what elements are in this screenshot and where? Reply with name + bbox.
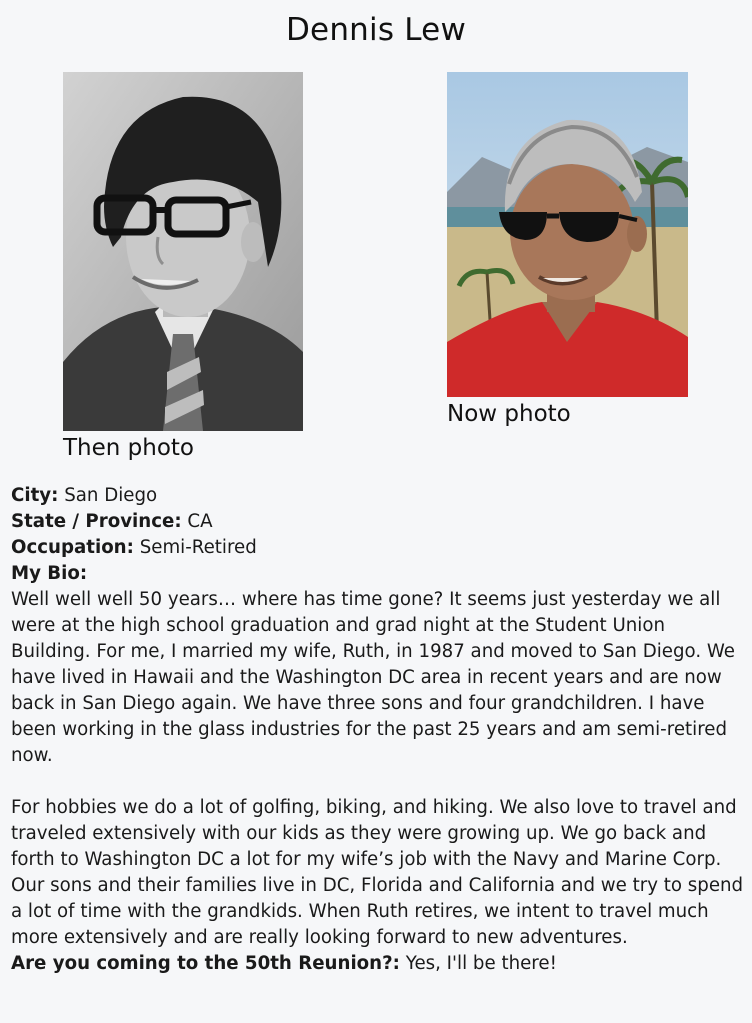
page-title: Dennis Lew — [285, 12, 466, 48]
state-label: State / Province: — [11, 511, 182, 532]
occupation-label: Occupation: — [11, 537, 134, 558]
now-photo-caption: Now photo — [447, 401, 571, 427]
reunion-row — [11, 951, 746, 977]
bio-paragraph: For hobbies we do a lot of golfing, biking, and hiking. We also love to travel and traveled extensively with our kids as they were growing up. We go back and forth to Washington DC a lot for my wife’s job with the Navy and Marine Corp. Our sons and their families live in DC, Florida and California and we try to spend a lot of time with the grandkids. When Ruth retires, we intent to travel much more extensively and are really looking forward to new adventures. — [11, 797, 744, 948]
occupation-value: Semi-Retired — [139, 537, 257, 558]
occupation-row — [11, 535, 746, 561]
profile-details — [11, 483, 746, 977]
bio-text — [11, 587, 746, 951]
then-photo[interactable] — [63, 72, 303, 431]
city-label: City: — [11, 485, 59, 506]
bio-label: My Bio: — [11, 563, 88, 584]
state-value: CA — [187, 511, 213, 532]
city-value: San Diego — [64, 485, 158, 506]
city-row — [11, 483, 746, 509]
then-photo-caption: Then photo — [63, 435, 195, 461]
then-photo-block — [63, 72, 303, 463]
now-photo-block — [447, 72, 688, 429]
reunion-value: Yes, I'll be there! — [405, 953, 557, 974]
bio-heading-row — [11, 561, 746, 587]
state-row — [11, 509, 746, 535]
reunion-label: Are you coming to the 50th Reunion?: — [11, 953, 400, 974]
bio-paragraph: Well well well 50 years… where has time gone? It seems just yesterday we all were at the high school graduation and grad night at the Student Union Building. For me, I married my wife, Ruth, in 1987 and moved to San Diego. We have lived in Hawaii and the Washington DC area in recent years and are now back in San Diego again. We have three sons and four grandchildren. I have been working in the glass industries for the past 25 years and am semi-retired now. — [11, 589, 735, 766]
now-photo[interactable] — [447, 72, 688, 397]
